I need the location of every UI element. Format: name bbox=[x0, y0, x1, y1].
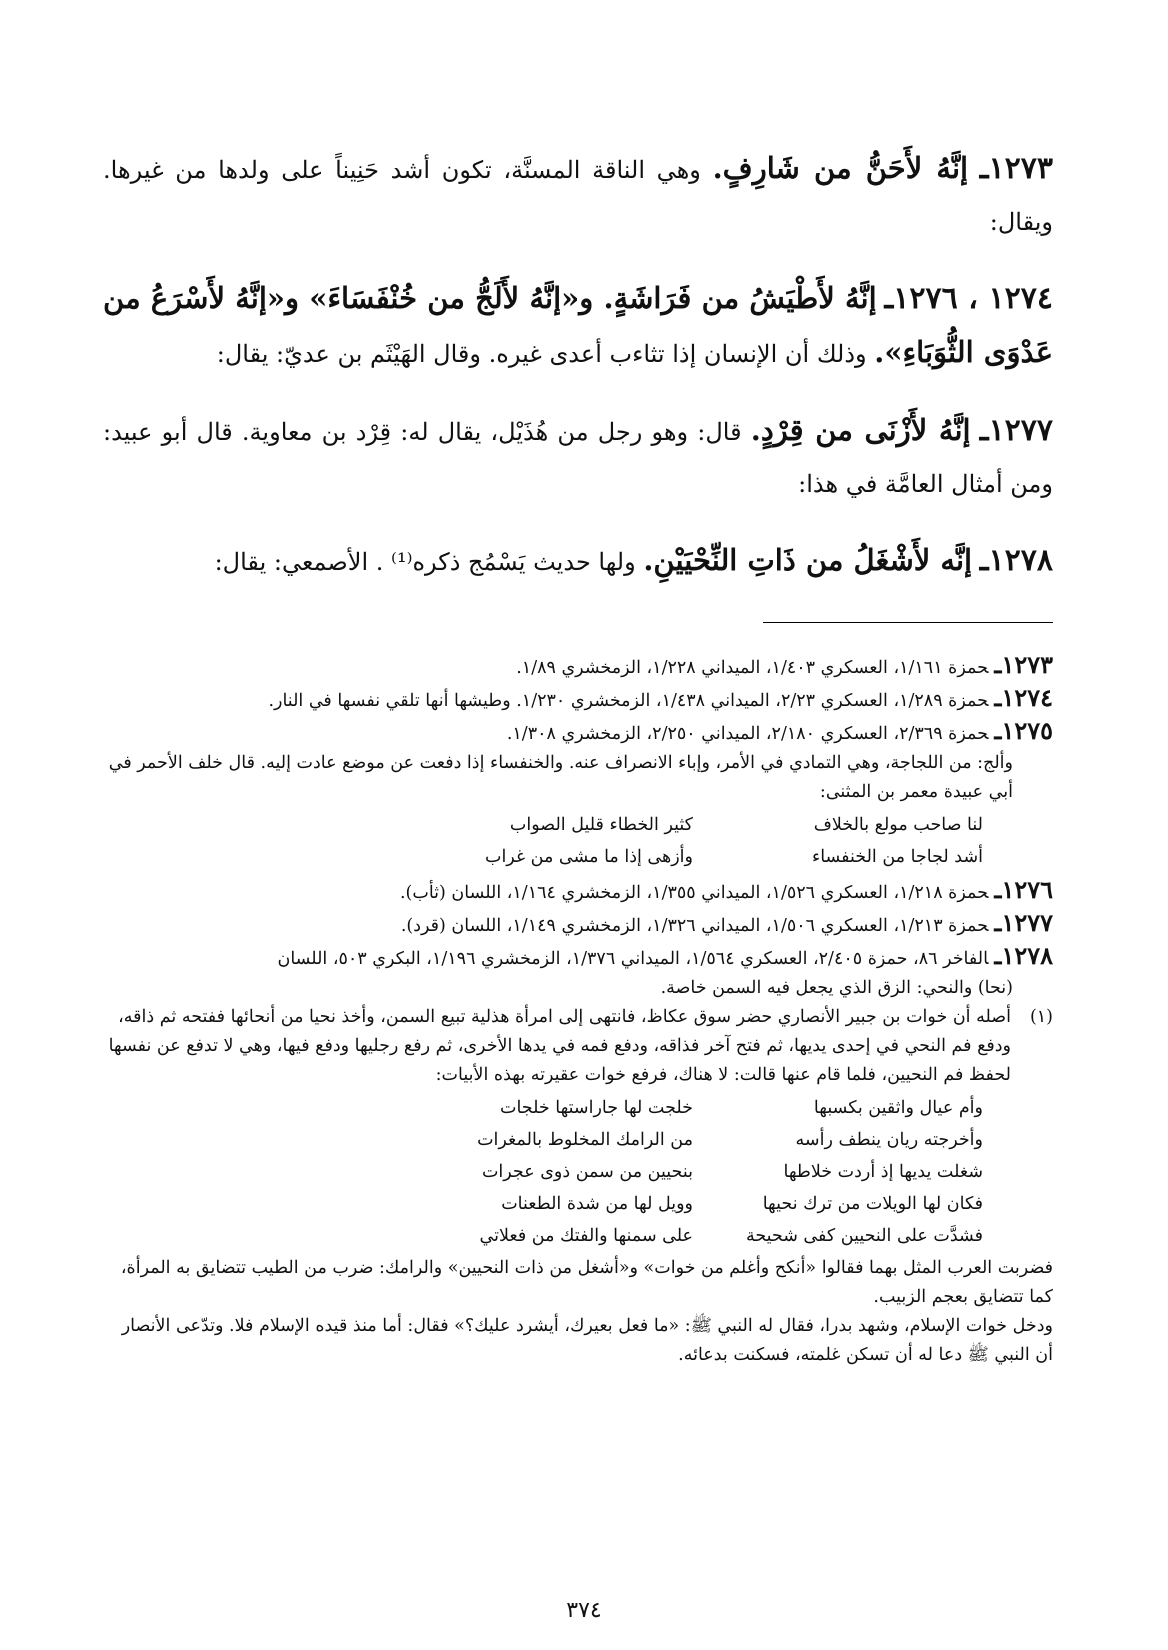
notes-section bbox=[103, 650, 1053, 1370]
hemistich: وويل لها من شدة الطعنات bbox=[501, 1193, 693, 1214]
entry-number: ١٢٧٨ـ bbox=[979, 543, 1053, 578]
footnote-after-2: ودخل خوات الإسلام، وشهد بدرا، فقال له النبي ﷺ: «ما فعل بعيرك، أيشرد عليك؟» فقال: أما منذ قيده الإسلام فلا. وتدّعى الأنصار أن النبي ﷺ دعا له أن تسكن غلمته، فسكنت بدعائه. bbox=[121, 1316, 1053, 1365]
hemistich: بنحيين من سمن ذوى عجرات bbox=[481, 1161, 693, 1182]
note-number: ١٢٧٦ـ bbox=[994, 875, 1053, 904]
entry-1277 bbox=[103, 404, 1053, 510]
hemistich: خلجت لها جاراستها خلجات bbox=[499, 1097, 693, 1118]
hemistich: أشد لجاجا من الخنفساء bbox=[811, 846, 983, 867]
hemistich: وأم عيال واثقين بكسبها bbox=[813, 1097, 983, 1118]
entry-text: قال: وهو رجل من هُذَيْل، يقال له: قِرْد بن معاوية. قال أبو عبيد: ومن أمثال العامَّة في هذا: bbox=[103, 418, 1053, 498]
hemistich: وأزهى إذا ما مشى من غراب bbox=[484, 846, 693, 867]
entry-number: ١٢٧٧ـ bbox=[979, 413, 1054, 448]
note-number: ١٢٧٤ـ bbox=[994, 683, 1053, 712]
footnote-marker: (١) bbox=[1029, 1007, 1053, 1027]
poem-line bbox=[103, 1124, 983, 1156]
footnote-divider bbox=[763, 622, 1053, 623]
poem-line bbox=[103, 1188, 983, 1220]
entry-text: ولها حديث يَسْمُج ذكره⁽¹⁾ . الأصمعي: يقال: bbox=[214, 548, 636, 576]
entry-number: ١٢٧٤ ، ١٢٧٦ـ bbox=[884, 281, 1053, 316]
entry-number: ١٢٧٣ـ bbox=[979, 151, 1053, 186]
note-number: ١٢٧٥ـ bbox=[994, 716, 1053, 745]
note-text: حمزة ١/١٦١، العسكري ١/٤٠٣، الميداني ١/٢٢٨، الزمخشري ١/٨٩. bbox=[516, 658, 989, 678]
entry-1273 bbox=[103, 142, 1053, 248]
note-1273 bbox=[103, 650, 1053, 683]
hemistich: فكان لها الويلات من ترك نحيها bbox=[762, 1193, 983, 1214]
note-1274 bbox=[103, 683, 1053, 716]
note-1278 bbox=[103, 941, 1053, 974]
poem-line bbox=[103, 1092, 983, 1124]
note-text: حمزة ١/٢١٨، العسكري ١/٥٢٦، الميداني ١/٣٥٥، الزمخشري ١/١٦٤، اللسان (ثأب). bbox=[399, 883, 989, 903]
proverb-heading: إنَّهُ لأَطْيَشُ من فَرَاشَةٍ. و«إنَّهُ لأَلَجُّ من خُنْفَسَاءَ» و«إنَّهُ لأَسْرَعُ من عَدْوَى الثُّوَبَاءِ». bbox=[103, 281, 1053, 369]
note-1275 bbox=[103, 716, 1053, 749]
entry-1274-1276 bbox=[103, 272, 1053, 380]
note-1275-explanation: وألج: من اللجاجة، وهي التمادي في الأمر، وإباء الانصراف عنه. والخنفساء إذا دفعت عن موضع عادت إليه. قال خلف الأحمر في أبي عبيدة معمر بن المثنى: bbox=[108, 753, 1013, 802]
hemistich: وأخرجته ريان ينطف رأسه bbox=[795, 1129, 983, 1150]
hemistich: على سمنها والفتك من فعلاتي bbox=[479, 1225, 693, 1246]
proverb-heading: إنَّهُ لأَحَنُّ من شَارِفٍ. bbox=[712, 151, 969, 185]
hemistich: فشدَّت على النحيين كفى شحيحة bbox=[745, 1225, 983, 1246]
page-number: ٣٧٤ bbox=[566, 1598, 602, 1623]
note-1278-continuation: (نحا) والنحي: الزق الذي يجعل فيه السمن خاصة. bbox=[660, 978, 1013, 998]
poem-line bbox=[103, 1220, 983, 1252]
hemistich: لنا صاحب مولع بالخلاف bbox=[813, 814, 983, 835]
poem-line bbox=[103, 841, 983, 873]
poem-line bbox=[103, 809, 983, 841]
entry-text: وذلك أن الإنسان إذا تثاءب أعدى غيره. وقال الهَيْثَم بن عديّ: يقال: bbox=[216, 340, 867, 368]
note-1276 bbox=[103, 875, 1053, 908]
note-text: حمزة ١/٢١٣، العسكري ١/٥٠٦، الميداني ١/٣٢٦، الزمخشري ١/١٤٩، اللسان (قرد). bbox=[400, 916, 989, 936]
poem-khawwat bbox=[103, 1092, 983, 1252]
proverb-heading: إنَّهُ لأَزْنَى من قِرْدٍ. bbox=[750, 413, 971, 447]
proverb-heading: إنَّه لأَشْغَلُ من ذَاتِ النِّحْيَيْنِ. bbox=[643, 543, 973, 577]
main-text bbox=[103, 118, 1053, 608]
footnote-1 bbox=[103, 1003, 1053, 1090]
note-number: ١٢٧٧ـ bbox=[994, 908, 1053, 937]
hemistich: كثير الخطاء قليل الصواب bbox=[509, 814, 693, 835]
note-number: ١٢٧٣ـ bbox=[994, 650, 1053, 679]
entry-text: وهي الناقة المسنَّة، تكون أشد حَنِيناً على ولدها من غيرها. ويقال: bbox=[103, 156, 1053, 236]
note-number: ١٢٧٨ـ bbox=[994, 941, 1053, 970]
note-1277 bbox=[103, 908, 1053, 941]
hemistich: من الرامك المخلوط بالمغرات bbox=[477, 1129, 693, 1150]
note-text: الفاخر ٨٦، حمزة ٢/٤٠٥، العسكري ١/٥٦٤، الميداني ١/٣٧٦، الزمخشري ١/١٩٦، البكري ٥٠٣، اللسان bbox=[277, 949, 989, 969]
footnote-text: أصله أن خوات بن جبير الأنصاري حضر سوق عكاظ، فانتهى إلى امرأة هذلية تبيع السمن، وأخذ نحيا من أنحائها ففتحه ثم ذاقه، ودفع فم النحي في إحدى يديها، ثم فتح آخر فذاقه، ودفع فمه في يدها الأخرى، ثم رفع رجليها ودفع فيها، وهي لا تدفع عن نفسها لحفظ فم النحيين، فلما قام عنها قالت: لا هناك، فرفع خوات عقيرته بهذه الأبيات: bbox=[108, 1007, 1011, 1085]
hemistich: شغلت يديها إذ أردت خلاطها bbox=[783, 1161, 983, 1182]
footnote-after-1: فضربت العرب المثل بهما فقالوا «أنكح وأغلم من خوات» و«أشغل من ذات النحيين» والرامك: ضرب من الطيب تتضايق به المرأة، كما تتضايق بعجم الزبيب. bbox=[120, 1258, 1053, 1307]
poem-khalaf bbox=[103, 809, 983, 873]
note-text: حمزة ٢/٣٦٩، العسكري ٢/١٨٠، الميداني ٢/٢٥٠، الزمخشري ١/٣٠٨. bbox=[506, 724, 989, 744]
entry-1278 bbox=[103, 534, 1053, 588]
poem-line bbox=[103, 1156, 983, 1188]
note-text: حمزة ١/٢٨٩، العسكري ٢/٢٣، الميداني ١/٤٣٨، الزمخشري ١/٢٣٠. وطيشها أنها تلقي نفسها في النار. bbox=[268, 691, 989, 711]
